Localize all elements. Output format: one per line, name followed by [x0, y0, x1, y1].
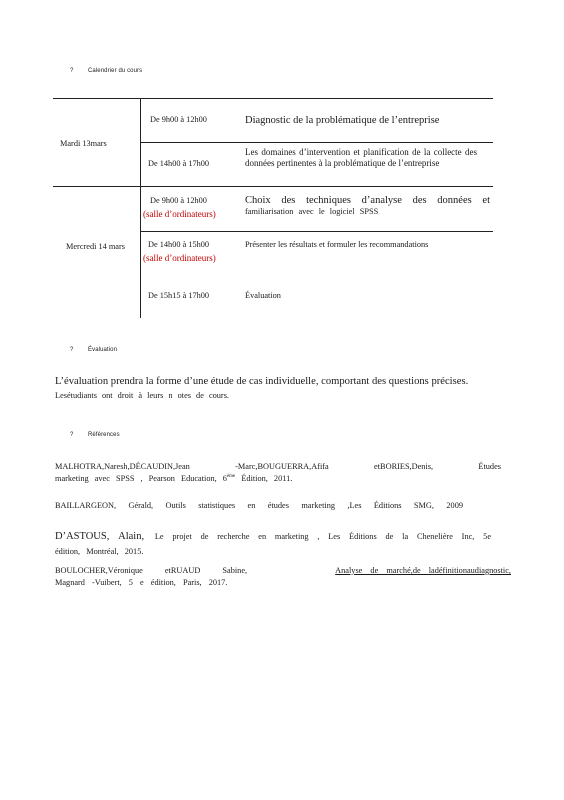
section-heading-references — [70, 432, 120, 438]
session-time: De 14h00 à 15h00 — [148, 240, 210, 249]
session-description: Choix des techniques d’analyse des données et familiarisation avec le logiciel SPSS — [245, 195, 490, 216]
session-description: Évaluation — [245, 291, 281, 300]
session-room-note: (salle d’ordinateurs) — [143, 209, 216, 219]
section-heading-label: Évaluation — [88, 347, 118, 353]
session-description: Les domaines d’intervention et planification de la collecte des données pertinentes à la problématique de l’entreprise — [245, 147, 477, 168]
reference-title: Analyse de marché,de ladéfinitionaudiagnostic, — [335, 566, 511, 575]
bullet-icon: ? — [70, 68, 74, 74]
evaluation-text: Lesétudiants ont droit à leurs n otes de cours. — [55, 391, 230, 400]
session-description: Présenter les résultats et formuler les recommandations — [245, 240, 429, 249]
bullet-icon: ? — [70, 432, 74, 438]
session-description: Diagnostic de la problématique de l’entreprise — [245, 115, 440, 126]
session-time: De 9h00 à 12h00 — [150, 115, 207, 124]
section-heading-calendrier — [70, 68, 142, 74]
evaluation-text: L’évaluation prendra la forme d’une étude de cas individuelle, comportant des questions précises. — [55, 376, 469, 387]
reference-item: BOULOCHER,Véronique etRUAUD Sabine, Analyse de marché,de ladéfinitionaudiagnostic, Magnard -Vuibert, 5 e édition, Paris, 2017. — [55, 566, 511, 587]
session-room-note: (salle d’ordinateurs) — [143, 253, 216, 263]
reference-item: BAILLARGEON, Gérald, Outils statistiques en études marketing ,Les Éditions SMG, 2009 — [55, 501, 463, 510]
section-heading-label: Références — [88, 432, 120, 438]
reference-item: D’ASTOUS, Alain, Le projet de recherche en marketing , Les Éditions de la Chenelière Inc, 5e édition, Montréal, 2015. — [55, 531, 491, 556]
day-label: Mardi 13mars — [60, 139, 107, 148]
day-label: Mercredi 14 mars — [66, 242, 125, 251]
session-time: De 14h00 à 17h00 — [148, 159, 210, 168]
section-heading-evaluation — [70, 347, 117, 353]
reference-item: MALHOTRA,Naresh,DÉCAUDIN,Jean -Marc,BOUGUERRA,Afifa etBORIES,Denis, Études marketing avec SPSS , Pearson Education, 6ème Édition, 2011. — [55, 462, 501, 483]
bullet-icon: ? — [70, 347, 74, 353]
session-time: De 15h15 à 17h00 — [148, 291, 210, 300]
session-time: De 9h00 à 12h00 — [150, 196, 207, 205]
section-heading-label: Calendrier du cours — [88, 68, 143, 74]
